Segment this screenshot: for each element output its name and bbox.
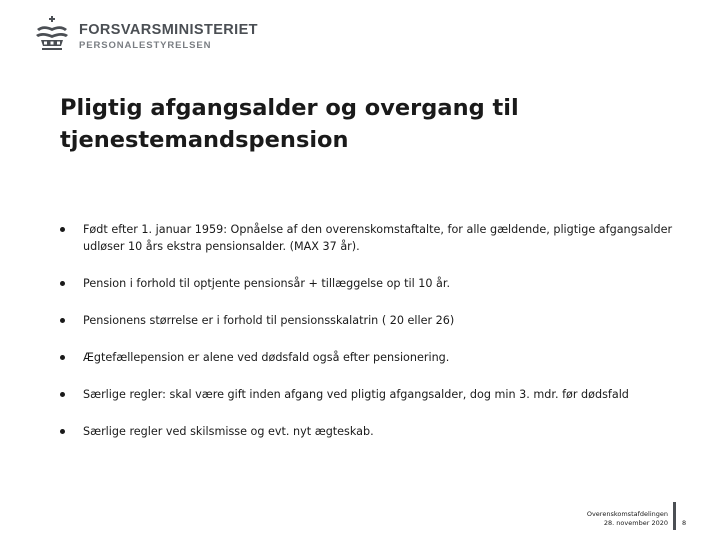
bullet-dot-icon [60,281,65,286]
bullet-item [60,221,700,255]
bullet-dot-icon [60,429,65,434]
bullet-text: Særlige regler: skal være gift inden afgang ved pligtig afgangsalder, dog min 3. mdr. før dødsfald [83,388,629,401]
logo-ministry-name: FORSVARSMINISTERIET [79,22,258,38]
bullet-text: Født efter 1. januar 1959: Opnåelse af den overenskomstaftalte, for alle gældende, pligtige afgangsalder udløser 10 års ekstra pensionsalder. (MAX 37 år). [83,223,673,253]
bullet-dot-icon [60,392,65,397]
footer [587,510,668,528]
bullet-text: Pensionens størrelse er i forhold til pensionsskalatrin ( 20 eller 26) [83,314,455,327]
bullet-dot-icon [60,355,65,360]
footer-divider [673,502,676,530]
bullet-item [60,349,700,366]
bullet-item [60,386,700,403]
bullet-item [60,275,700,292]
page-number: 8 [682,519,687,527]
bullet-item [60,312,700,329]
logo-text [79,23,258,52]
logo [33,16,258,56]
bullet-dot-icon [60,227,65,232]
slide-title: Pligtig afgangsalder og overgang til tjenestemandspension [60,95,519,153]
logo-agency-name: PERSONALESTYRELSEN [79,40,212,51]
bullet-text: Pension i forhold til optjente pensionsår + tillæggelse op til 10 år. [83,277,451,290]
crown-icon [33,16,71,52]
bullet-dot-icon [60,318,65,323]
bullet-text: Særlige regler ved skilsmisse og evt. nyt ægteskab. [83,425,374,438]
footer-date: 28. november 2020 [603,519,668,527]
bullet-item [60,423,700,440]
footer-department: Overenskomstafdelingen [586,510,668,518]
bullet-list [60,221,700,440]
bullet-text: Ægtefællepension er alene ved dødsfald også efter pensionering. [83,351,450,364]
